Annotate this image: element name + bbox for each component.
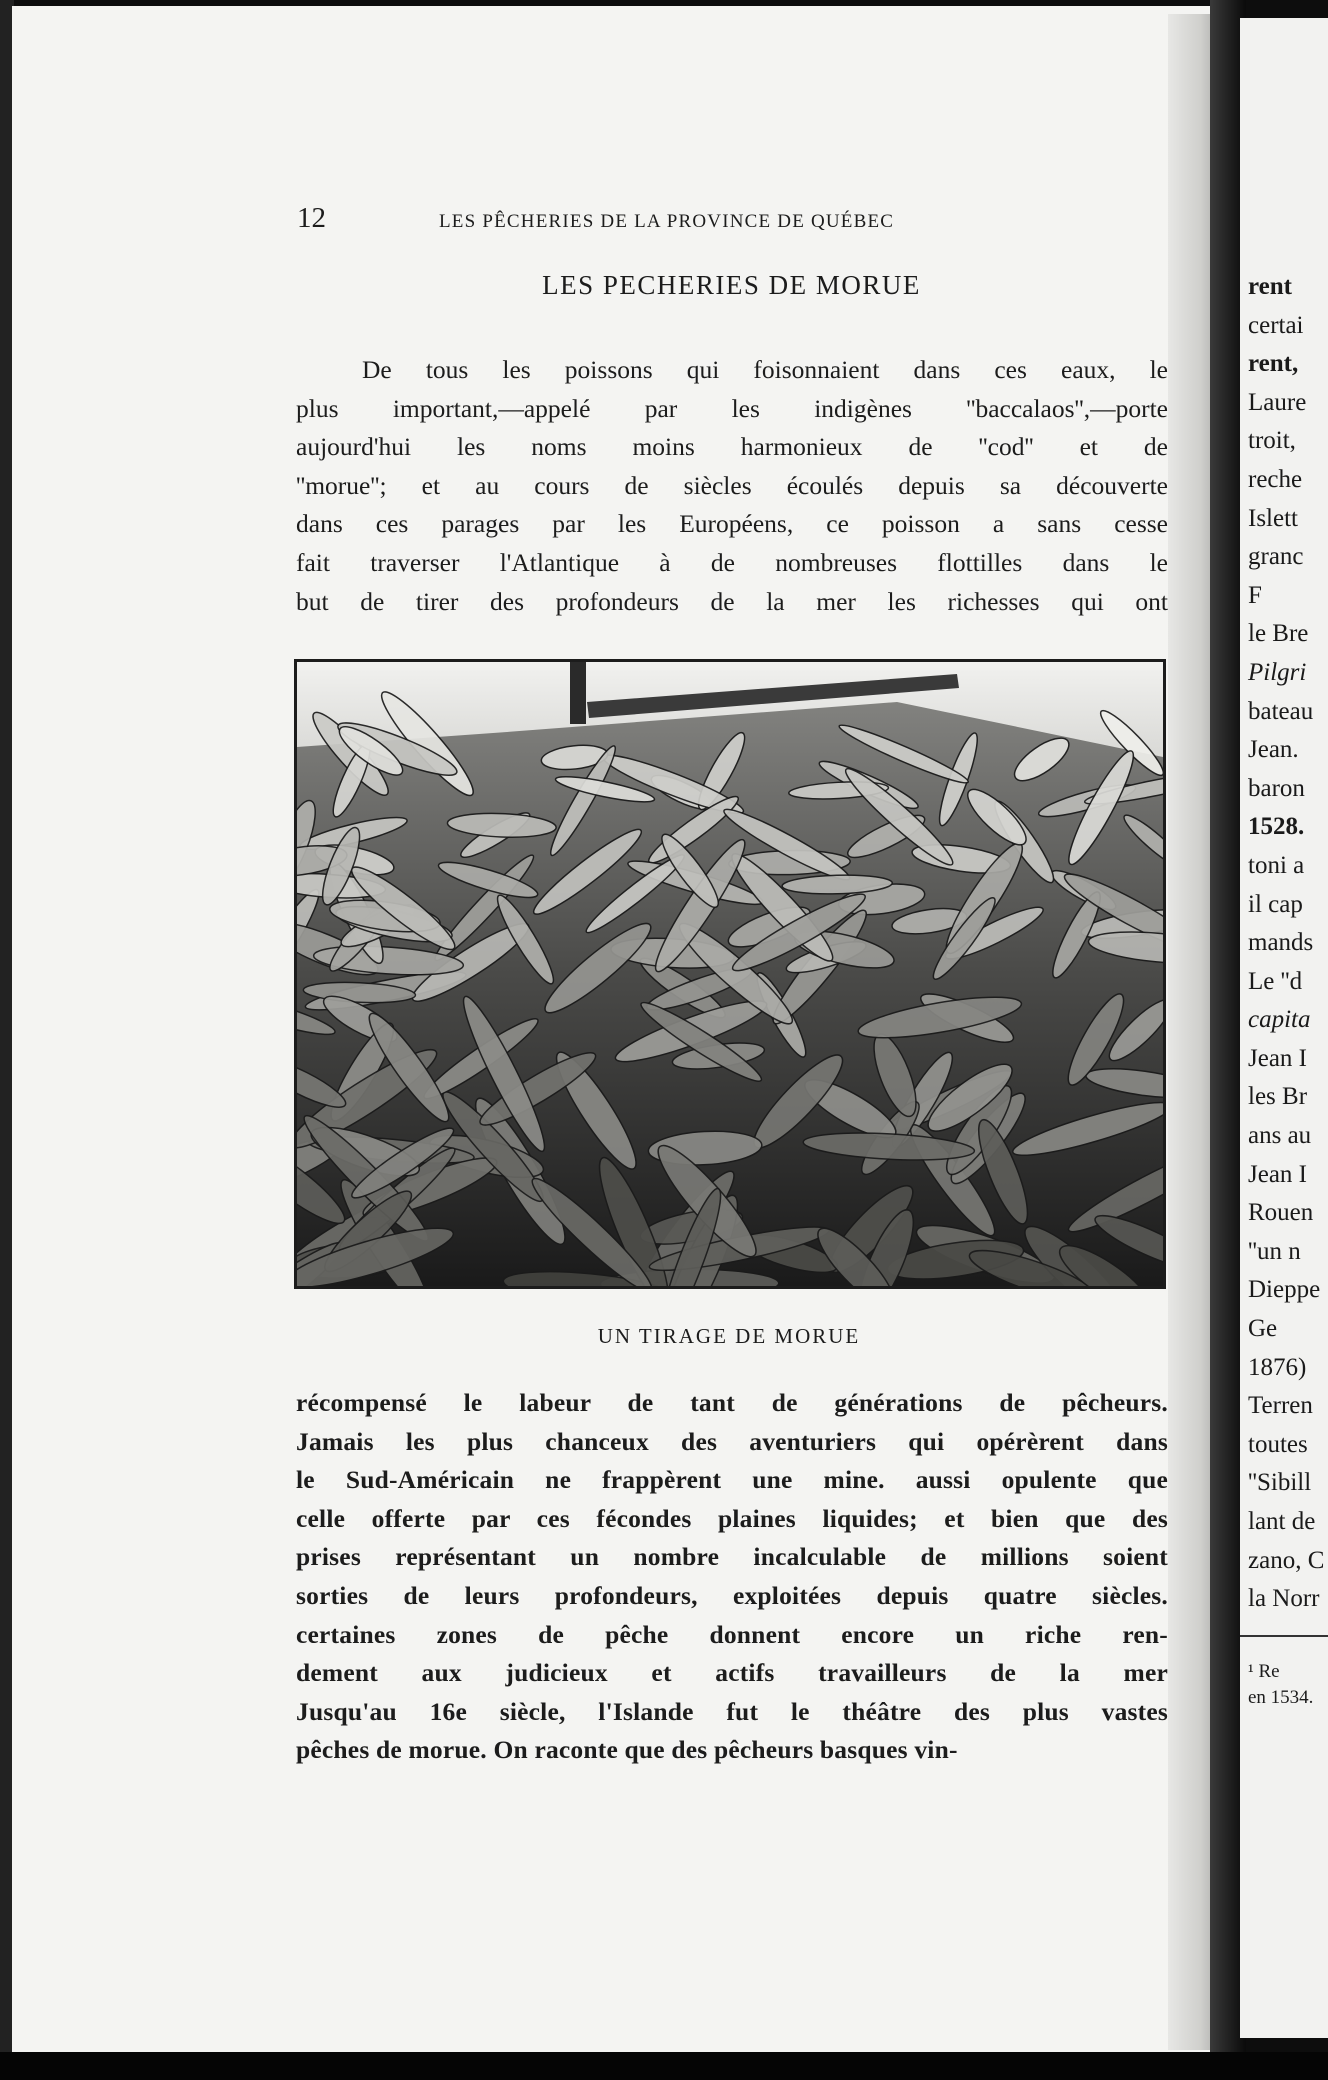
text-line: plus important,—appelé par les indigènes ''baccalaos'',—porte: [296, 393, 1168, 423]
facing-page-line: Jean I: [1248, 1160, 1307, 1188]
text-line: ''morue''; et au cours de siècles écoulés depuis sa découverte: [296, 470, 1168, 500]
cod-catch-photo: [294, 659, 1166, 1289]
facing-page-line: 1528.: [1248, 813, 1305, 841]
facing-page-line: F: [1248, 581, 1262, 609]
running-head: [297, 202, 1167, 242]
facing-page-line: ''un n: [1248, 1237, 1301, 1265]
facing-page-line: ans au: [1248, 1122, 1312, 1150]
text-line: celle offerte par ces fécondes plaines liquides; et bien que des: [296, 1503, 1168, 1533]
text-line: pêches de morue. On raconte que des pêcheurs basques vin-: [296, 1735, 958, 1765]
facing-page-line: Terren: [1248, 1392, 1313, 1420]
facing-page-line: rent,: [1248, 350, 1299, 378]
facing-page-line: granc: [1248, 543, 1304, 571]
facing-page-line: la Norr: [1248, 1585, 1320, 1613]
facing-page-line: rent: [1248, 273, 1292, 300]
facing-page-line: toni a: [1248, 851, 1305, 879]
text-line: certaines zones de pêche donnent encore un riche ren-: [296, 1619, 1168, 1649]
facing-page-line: 1876): [1248, 1353, 1307, 1381]
section-heading: LES PECHERIES DE MORUE: [542, 270, 921, 300]
text-line: but de tirer des profondeurs de la mer les richesses qui ont: [296, 586, 1168, 616]
text-line: Jusqu'au 16e siècle, l'Islande fut le théâtre des plus vastes: [296, 1696, 1168, 1726]
facing-footnote: [1248, 1659, 1313, 1711]
footnote-line: en 1534.: [1248, 1687, 1314, 1708]
footnote-rule: [1240, 1635, 1328, 1637]
facing-page-line: bateau: [1248, 697, 1314, 725]
figure-caption: UN TIRAGE DE MORUE: [597, 1324, 861, 1348]
facing-page-line: Dieppe: [1248, 1276, 1321, 1304]
facing-page-line: il cap: [1248, 890, 1303, 918]
paragraph-1: [296, 351, 1168, 621]
text-line: De tous les poissons qui foisonnaient dans ces eaux, le: [362, 355, 1168, 384]
scan-bottom-border: [0, 2052, 1328, 2080]
text-line: dement aux judicieux et actifs travailleurs de la mer: [296, 1658, 1168, 1688]
facing-page-line: certai: [1248, 311, 1304, 339]
facing-page-line: Laure: [1248, 388, 1307, 416]
facing-page-line: mands: [1248, 929, 1314, 957]
facing-page-line: Jean I: [1248, 1044, 1307, 1072]
running-title: LES PÊCHERIES DE LA PROVINCE DE QUÉBEC: [439, 211, 895, 232]
paragraph-2: [296, 1384, 1168, 1770]
text-line: dans ces parages par les Européens, ce poisson a sans cesse: [296, 509, 1168, 539]
text-line: fait traverser l'Atlantique à de nombreuses flottilles dans le: [296, 547, 1168, 577]
facing-page-line: toutes: [1248, 1430, 1308, 1458]
facing-page-line: les Br: [1248, 1083, 1308, 1111]
page-number: 12: [297, 202, 326, 234]
text-line: le Sud-Américain ne frappèrent une mine. aussi opulente que: [296, 1465, 1168, 1495]
cod-pile-illustration: [297, 662, 1163, 1286]
facing-page-line: lant de: [1248, 1508, 1316, 1535]
text-line: Jamais les plus chanceux des aventuriers qui opérèrent dans: [296, 1426, 1168, 1456]
text-line: récompensé le labeur de tant de générations de pêcheurs.: [296, 1388, 1168, 1417]
facing-page-line: baron: [1248, 774, 1305, 802]
facing-page-line: Pilgri: [1248, 658, 1307, 686]
facing-page-line: zano, C: [1248, 1546, 1325, 1574]
text-line: prises représentant un nombre incalculable de millions soient: [296, 1542, 1168, 1572]
facing-page-line: troit,: [1248, 427, 1296, 455]
facing-page-line: Rouen: [1248, 1199, 1314, 1227]
footnote-line: ¹ Re: [1248, 1661, 1280, 1682]
facing-page-line: Islett: [1248, 504, 1298, 532]
facing-page: [1240, 18, 1328, 2038]
facing-page-line: Jean.: [1248, 736, 1299, 764]
facing-page-line: capita: [1248, 1006, 1311, 1034]
facing-page-line: Le ''d: [1248, 967, 1303, 995]
facing-page-lines: [1248, 268, 1328, 1619]
text-line: sorties de leurs profondeurs, exploitées depuis quatre siècles.: [296, 1580, 1168, 1610]
facing-page-line: Ge: [1248, 1315, 1278, 1343]
text-line: aujourd'hui les noms moins harmonieux de ''cod'' et de: [296, 432, 1168, 462]
facing-page-line: reche: [1248, 465, 1303, 493]
facing-page-line: le Bre: [1248, 620, 1309, 648]
facing-page-line: ''Sibill: [1248, 1469, 1312, 1497]
